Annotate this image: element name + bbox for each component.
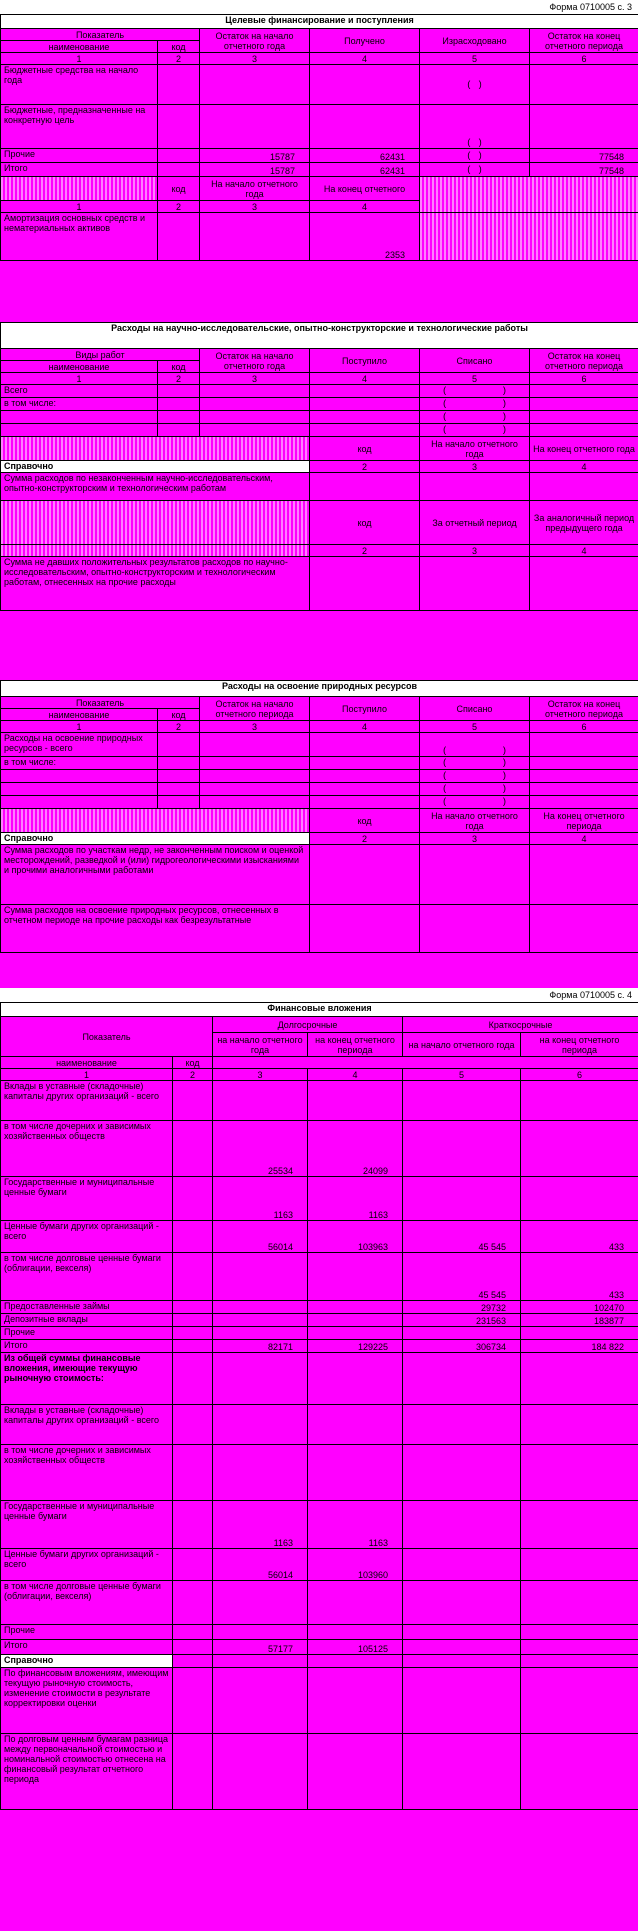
table-cell: ( ) [420, 163, 530, 177]
table-row [1, 1177, 638, 1221]
table-cell [521, 1177, 638, 1221]
table-cell [403, 1327, 521, 1340]
table-row: Всего ( ) [1, 385, 638, 398]
table-cell: Остаток на начало отчетного года [200, 349, 310, 373]
table-cell: в том числе дочерних и зависимых хозяйственных обществ [1, 1121, 173, 1177]
table-cell: наименование [1, 361, 158, 373]
table-cell: Виды работ [1, 349, 200, 361]
table-cell: 102470 [521, 1301, 638, 1314]
table-cell: 1163 [213, 1501, 308, 1549]
table-row [1, 1353, 638, 1405]
table-cell [530, 105, 638, 149]
table-cell [213, 1301, 308, 1314]
col-header-end: Остаток на конец отчетного периода [530, 29, 638, 53]
table-cell: 4 [310, 201, 420, 213]
table-row: ( ) [1, 424, 638, 437]
col-num: 2 [158, 53, 200, 65]
table-cell: 433 [521, 1221, 638, 1253]
table-cell: 77548 [530, 163, 638, 177]
table-cell [1, 424, 158, 437]
table-cell: 3 [200, 721, 310, 733]
table-cell [308, 1625, 403, 1640]
table-cell: в том числе дочерних и зависимых хозяйственных обществ [1, 1445, 173, 1501]
table-cell [308, 1314, 403, 1327]
col-header-name: наименование [1, 41, 158, 53]
table-cell [521, 1549, 638, 1581]
financial-investments-table [0, 1002, 638, 1810]
table-cell [1, 770, 158, 783]
table-cell [213, 1353, 308, 1405]
table-cell [200, 105, 310, 149]
table-cell: 62431 [310, 149, 420, 163]
table-cell [308, 1734, 403, 1810]
section-title: Расходы на освоение природных ресурсов [1, 681, 638, 697]
table-cell: наименование [1, 1057, 173, 1069]
table-cell [521, 1327, 638, 1340]
form-label-p3: Форма 0710005 с. 3 [0, 0, 638, 14]
table-cell: Сумма не давших положительных результатов расходов по научно-исследовательским, опытно-конструкторским и технологическим работам, отнесенных на прочие расходы [1, 557, 310, 611]
table-cell: Списано [420, 349, 530, 373]
table-cell: Поступило [310, 349, 420, 373]
table-cell [521, 1121, 638, 1177]
table-cell: Ценные бумаги других организаций - всего [1, 1221, 173, 1253]
table-cell: 1 [1, 373, 158, 385]
table-cell: 5 [420, 721, 530, 733]
table-cell: ( ) [420, 65, 530, 105]
table-cell: 3 [200, 201, 310, 213]
rnd-section [0, 322, 638, 611]
col-header-start: Остаток на начало отчетного года [200, 29, 310, 53]
table-cell: 129225 [308, 1340, 403, 1353]
table-cell: На конец отчетного [310, 177, 420, 201]
table-cell [213, 1668, 308, 1734]
table-cell: 3 [200, 373, 310, 385]
table-cell [213, 1581, 308, 1625]
reference-label: Справочно [1, 833, 310, 845]
form-label-p4: Форма 0710005 с. 4 [0, 988, 638, 1002]
table-cell: Сумма расходов по незаконченным научно-исследовательским, опытно-конструкторским и технологическим работам [1, 473, 310, 501]
col-header-spent: Израсходовано [420, 29, 530, 53]
table-cell: 1163 [213, 1177, 308, 1221]
table-cell [521, 1353, 638, 1405]
table-cell [403, 1581, 521, 1625]
table-cell [521, 1625, 638, 1640]
table-cell: код [158, 361, 200, 373]
table-row [1, 1327, 638, 1340]
table-cell: 306734 [403, 1340, 521, 1353]
table-cell: 2 [310, 461, 420, 473]
table-row [1, 1314, 638, 1327]
table-cell: 103960 [308, 1549, 403, 1581]
table-row [1, 1121, 638, 1177]
table-cell: За аналогичный период предыдущего года [530, 501, 638, 545]
table-cell: Итого [1, 1640, 173, 1655]
section-title: Расходы на научно-исследовательские, опытно-конструкторские и технологические работы [1, 323, 638, 349]
table-cell: Государственные и муниципальные ценные бумаги [1, 1501, 173, 1549]
table-cell: в том числе: [1, 757, 158, 770]
row-label: Итого [1, 163, 158, 177]
table-cell: 1163 [308, 1177, 403, 1221]
table-cell [213, 1405, 308, 1445]
table-cell: код [158, 709, 200, 721]
table-cell: 4 [310, 721, 420, 733]
table-cell: код [310, 437, 420, 461]
table-row [1, 213, 638, 261]
table-cell: Остаток на конец отчетного периода [530, 349, 638, 373]
table-cell [213, 1327, 308, 1340]
table-cell: 6 [521, 1069, 638, 1081]
table-cell: На начало отчетного года [200, 177, 310, 201]
table-row [1, 1445, 638, 1501]
table-cell: 29732 [403, 1301, 521, 1314]
table-cell [213, 1253, 308, 1301]
table-cell [403, 1121, 521, 1177]
table-cell: 3 [420, 545, 530, 557]
table-cell [521, 1405, 638, 1445]
table-cell [213, 1445, 308, 1501]
table-cell: код [173, 1057, 213, 1069]
table-cell: Расходы на освоение природных ресурсов - всего [1, 733, 158, 757]
col-header-indicator: Показатель [1, 29, 200, 41]
table-cell: Всего [1, 385, 158, 398]
table-cell: 56014 [213, 1549, 308, 1581]
table-cell: 3 [420, 461, 530, 473]
table-cell [403, 1081, 521, 1121]
targeted-financing-section [0, 0, 638, 261]
table-cell [1, 796, 158, 809]
table-cell: Сумма расходов на освоение природных ресурсов, отнесенных в отчетном периоде на прочие расходы как безрезультатные [1, 905, 310, 953]
table-row: в том числе: ( ) [1, 757, 638, 770]
table-row [1, 149, 638, 163]
table-cell [213, 1314, 308, 1327]
table-row [1, 1549, 638, 1581]
rnd-table [0, 322, 638, 611]
table-cell: Предоставленные займы [1, 1301, 173, 1314]
table-cell: на конец отчетного периода [521, 1033, 638, 1057]
table-cell: На конец отчетного периода [530, 809, 638, 833]
table-cell: За отчетный период [420, 501, 530, 545]
row-label: Амортизация основных средств и нематериальных активов [1, 213, 158, 261]
col-num: 6 [530, 53, 638, 65]
table-cell: По финансовым вложениям, имеющим текущую рыночную стоимость, изменение стоимости в результате корректировки оценки [1, 1668, 173, 1734]
table-cell: 105125 [308, 1640, 403, 1655]
table-cell [213, 1625, 308, 1640]
table-cell: Вклады в уставные (складочные) капиталы других организаций - всего [1, 1405, 173, 1445]
table-cell [308, 1445, 403, 1501]
table-row: ( ) [1, 770, 638, 783]
table-cell [403, 1668, 521, 1734]
table-cell: на начало отчетного года [403, 1033, 521, 1057]
table-cell: 25534 [213, 1121, 308, 1177]
table-cell [403, 1655, 521, 1668]
col-num: 4 [310, 53, 420, 65]
table-cell: 57177 [213, 1640, 308, 1655]
table-cell [308, 1081, 403, 1121]
row-label: Прочие [1, 149, 158, 163]
table-cell: на начало отчетного года [213, 1033, 308, 1057]
table-cell [521, 1445, 638, 1501]
table-cell: 45 545 [403, 1221, 521, 1253]
table-row [1, 1221, 638, 1253]
table-cell [521, 1640, 638, 1655]
table-cell [308, 1655, 403, 1668]
table-cell [308, 1253, 403, 1301]
table-cell: 2 [158, 201, 200, 213]
table-row: ( ) [1, 796, 638, 809]
table-cell: 433 [521, 1253, 638, 1301]
targeted-financing-table [0, 14, 638, 261]
table-cell: Из общей суммы финансовые вложения, имеющие текущую рыночную стоимость: [1, 1353, 173, 1405]
table-row [1, 1581, 638, 1625]
table-cell: в том числе: [1, 398, 158, 411]
table-cell [403, 1501, 521, 1549]
table-cell [213, 1081, 308, 1121]
table-cell: Показатель [1, 697, 200, 709]
table-cell: 231563 [403, 1314, 521, 1327]
table-cell [521, 1581, 638, 1625]
table-cell [213, 1734, 308, 1810]
table-cell: 4 [310, 373, 420, 385]
table-cell: 183877 [521, 1314, 638, 1327]
table-cell [310, 65, 420, 105]
section-title: Финансовые вложения [1, 1003, 638, 1017]
table-row: ( ) [1, 783, 638, 796]
natural-resources-section [0, 680, 638, 953]
table-cell [403, 1640, 521, 1655]
table-cell: Государственные и муниципальные ценные бумаги [1, 1177, 173, 1221]
table-cell: На начало отчетного года [420, 809, 530, 833]
reference-label: Справочно [1, 461, 310, 473]
table-cell [1, 411, 158, 424]
table-cell: 1163 [308, 1501, 403, 1549]
table-cell: Показатель [1, 1017, 213, 1057]
table-cell: По долговым ценным бумагам разница между первоначальной стоимостью и номинальной стоимостью отнесена на финансовый результат отчетного периода [1, 1734, 173, 1810]
table-cell [521, 1081, 638, 1121]
table-cell: 2 [310, 833, 420, 845]
table-row [1, 905, 638, 953]
table-cell [403, 1625, 521, 1640]
table-cell [308, 1405, 403, 1445]
table-row [1, 1301, 638, 1314]
table-cell [310, 105, 420, 149]
col-num: 3 [200, 53, 310, 65]
table-cell: 4 [530, 833, 638, 845]
table-cell [308, 1668, 403, 1734]
table-cell: 15787 [200, 163, 310, 177]
table-cell: 82171 [213, 1340, 308, 1353]
table-cell [403, 1405, 521, 1445]
table-cell [213, 1655, 308, 1668]
table-row [1, 1625, 638, 1640]
table-cell: 3 [420, 833, 530, 845]
table-cell: 184 822 [521, 1340, 638, 1353]
col-header-code: код [158, 41, 200, 53]
table-row: Расходы на освоение природных ресурсов - всего ( ) [1, 733, 638, 757]
table-cell [403, 1445, 521, 1501]
table-cell: 24099 [308, 1121, 403, 1177]
table-cell: 3 [213, 1069, 308, 1081]
table-row [1, 1640, 638, 1655]
table-cell: 2 [158, 721, 200, 733]
table-cell [521, 1734, 638, 1810]
table-row [1, 163, 638, 177]
table-row [1, 473, 638, 501]
table-cell: 2 [173, 1069, 213, 1081]
natural-resources-table [0, 680, 638, 953]
table-cell: На начало отчетного года [420, 437, 530, 461]
table-cell: 6 [530, 373, 638, 385]
table-cell: 5 [420, 373, 530, 385]
table-cell: Сумма расходов по участкам недр, не законченным поиском и оценкой месторождений, разведкой и (или) гидрогеологическими изысканиями и прочими аналогичными работами [1, 845, 310, 905]
table-cell: Долгосрочные [213, 1017, 403, 1033]
table-cell: 56014 [213, 1221, 308, 1253]
table-row: ( ) [1, 411, 638, 424]
table-cell: 1 [1, 1069, 173, 1081]
table-cell: 77548 [530, 149, 638, 163]
table-row [1, 1081, 638, 1121]
table-row [1, 1340, 638, 1353]
table-cell [403, 1734, 521, 1810]
table-cell [403, 1549, 521, 1581]
table-cell: наименование [1, 709, 158, 721]
table-row [1, 1734, 638, 1810]
row-label: Бюджетные, предназначенные на конкретную цель [1, 105, 158, 149]
table-cell: в том числе долговые ценные бумаги (облигации, векселя) [1, 1253, 173, 1301]
table-cell: Ценные бумаги других организаций - всего [1, 1549, 173, 1581]
table-row: в том числе: ( ) [1, 398, 638, 411]
table-cell: На конец отчетного года [530, 437, 638, 461]
table-cell: 5 [403, 1069, 521, 1081]
table-cell: на конец отчетного периода [308, 1033, 403, 1057]
col-num: 5 [420, 53, 530, 65]
table-row [1, 557, 638, 611]
table-cell: код [158, 177, 200, 201]
table-cell [521, 1501, 638, 1549]
table-cell: код [310, 809, 420, 833]
col-num: 1 [1, 53, 158, 65]
table-cell: Итого [1, 1340, 173, 1353]
table-cell [403, 1353, 521, 1405]
table-row [1, 65, 638, 105]
table-row [1, 845, 638, 905]
table-cell: Прочие [1, 1327, 173, 1340]
table-cell: Остаток на начало отчетного периода [200, 697, 310, 721]
table-cell [308, 1327, 403, 1340]
table-cell: Списано [420, 697, 530, 721]
table-cell: 6 [530, 721, 638, 733]
table-cell: 2 [310, 545, 420, 557]
table-cell: ( ) [420, 149, 530, 163]
table-cell [403, 1177, 521, 1221]
table-cell: Прочие [1, 1625, 173, 1640]
table-cell: код [310, 501, 420, 545]
table-cell: 62431 [310, 163, 420, 177]
table-row [1, 1253, 638, 1301]
table-cell: 4 [530, 545, 638, 557]
table-row [1, 105, 638, 149]
section-title: Целевые финансирование и поступления [1, 15, 638, 29]
table-cell: 15787 [200, 149, 310, 163]
table-cell: Депозитные вклады [1, 1314, 173, 1327]
table-cell: 1 [1, 721, 158, 733]
table-cell: Вклады в уставные (складочные) капиталы других организаций - всего [1, 1081, 173, 1121]
table-row [1, 1405, 638, 1445]
table-cell [200, 65, 310, 105]
table-cell: 1 [1, 201, 158, 213]
table-cell: ( ) [420, 105, 530, 149]
table-row [1, 1655, 638, 1668]
table-cell: 45 545 [403, 1253, 521, 1301]
table-cell: Справочно [1, 1655, 173, 1668]
table-cell [308, 1581, 403, 1625]
table-cell [308, 1301, 403, 1314]
table-row [1, 1668, 638, 1734]
row-label: Бюджетные средства на начало года [1, 65, 158, 105]
table-cell [521, 1655, 638, 1668]
table-cell: 2 [158, 373, 200, 385]
col-header-received: Получено [310, 29, 420, 53]
table-cell: 4 [530, 461, 638, 473]
table-row [1, 1501, 638, 1549]
table-cell: 103963 [308, 1221, 403, 1253]
table-cell: Краткосрочные [403, 1017, 638, 1033]
table-cell [308, 1353, 403, 1405]
table-cell [521, 1668, 638, 1734]
table-cell: 2353 [310, 213, 420, 261]
table-cell: в том числе долговые ценные бумаги (облигации, векселя) [1, 1581, 173, 1625]
table-cell: Остаток на конец отчетного периода [530, 697, 638, 721]
financial-investments-section [0, 988, 638, 1810]
table-cell [530, 65, 638, 105]
table-cell [1, 783, 158, 796]
table-cell: Поступило [310, 697, 420, 721]
table-cell: 4 [308, 1069, 403, 1081]
